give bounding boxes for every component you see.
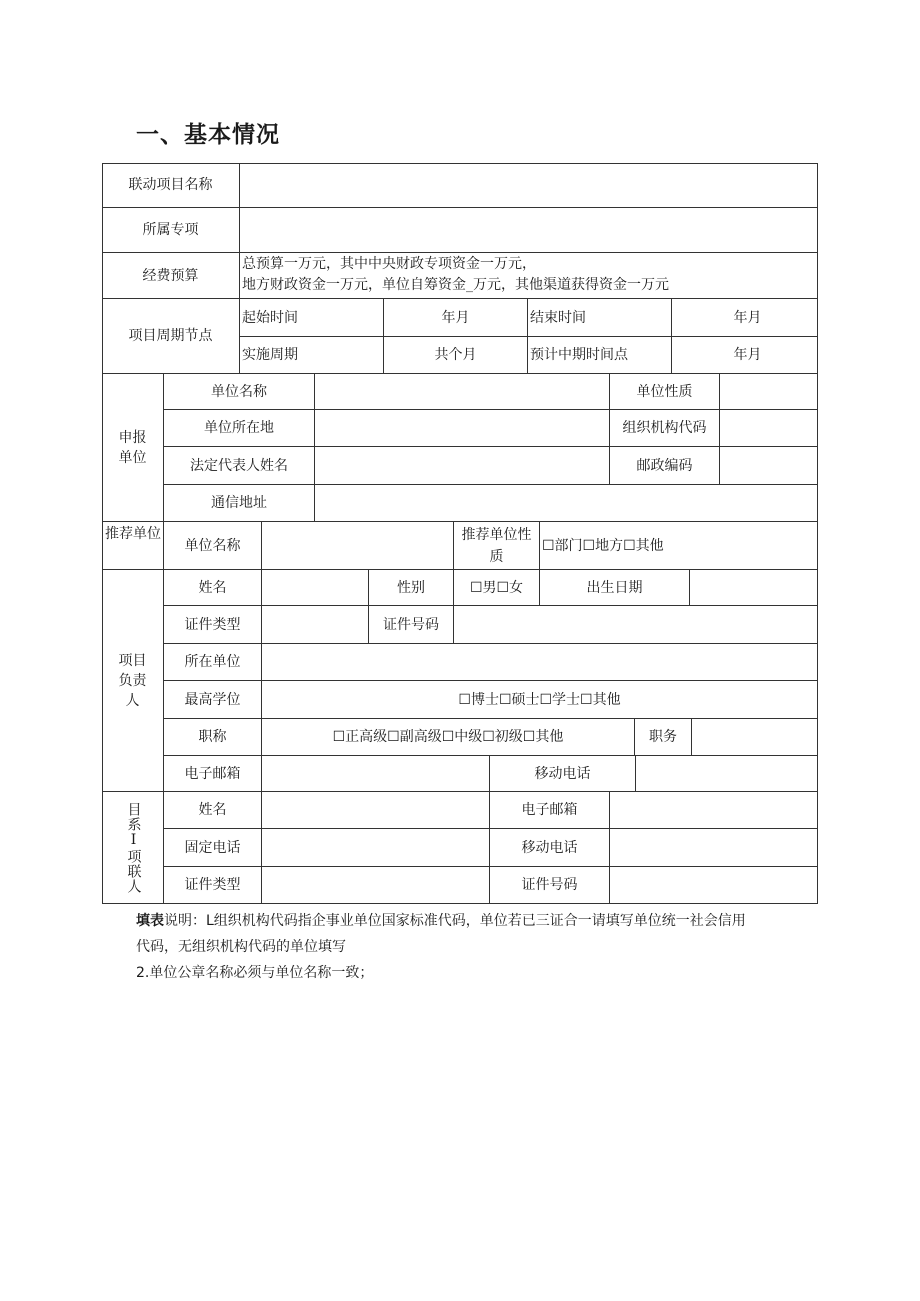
applicant-name-label: 单位名称 — [211, 383, 267, 400]
contact-id-no-field[interactable] — [610, 867, 817, 903]
note-line-1-text: 说明：L组织机构代码指企事业单位国家标准代码，单位若已三证合一请填写单位统一社会信用 — [164, 913, 746, 929]
form-notes — [136, 908, 822, 986]
recommender-name-label: 单位名称 — [184, 537, 241, 554]
address-field[interactable] — [315, 485, 817, 521]
recommender-group-label: 推荐单位 — [105, 526, 161, 542]
recommender-nature-options[interactable]: ☐部门☐地方☐其他 — [542, 537, 664, 554]
contact-group-text: 目系I项联人 — [125, 801, 142, 894]
applicant-location-label: 单位所在地 — [204, 420, 274, 436]
title-options[interactable]: ☐正高级☐副高级☐中级☐初级☐其他 — [332, 729, 564, 745]
leader-email-label: 电子邮箱 — [184, 765, 241, 782]
contact-id-type-field[interactable] — [262, 867, 489, 903]
leader-id-type-field[interactable] — [262, 606, 368, 643]
applicant-group-label: 申报单位 — [118, 429, 147, 466]
birth-date-label: 出生日期 — [586, 579, 643, 596]
title-label: 职称 — [198, 729, 227, 745]
budget-label: 经费预算 — [142, 267, 199, 284]
legal-rep-label: 法定代表人姓名 — [190, 457, 288, 474]
contact-id-type-label: 证件类型 — [184, 877, 241, 893]
contact-name-label: 姓名 — [198, 802, 227, 818]
contact-name-field[interactable] — [262, 792, 489, 828]
leader-email-field[interactable] — [262, 756, 489, 791]
leader-mobile-field[interactable] — [636, 756, 817, 791]
position-label: 职务 — [649, 729, 677, 745]
gender-label: 性别 — [397, 579, 425, 596]
recommender-nature-label: 推荐单位性质 — [461, 526, 532, 565]
leader-name-field[interactable] — [262, 570, 368, 605]
period-label: 项目周期节点 — [128, 328, 213, 344]
budget-line-2: 地方财政资金一万元，单位自筹资金_万元，其他渠道获得资金一万元 — [242, 277, 669, 293]
note-line-2: 代码，无组织机构代码的单位填写 — [136, 939, 346, 955]
applicant-location-field[interactable] — [315, 410, 609, 446]
page-title: 一、基本情况 — [136, 122, 280, 148]
degree-label: 最高学位 — [184, 691, 241, 708]
project-name-label: 联动项目名称 — [128, 177, 213, 193]
duration-label: 实施周期 — [242, 347, 298, 363]
special-item-label: 所属专项 — [142, 222, 199, 238]
leader-unit-label: 所在单位 — [184, 654, 241, 670]
applicant-nature-field[interactable] — [720, 374, 817, 409]
contact-phone-field[interactable] — [262, 829, 489, 866]
contact-email-label: 电子邮箱 — [521, 802, 578, 818]
midterm-label: 预计中期时间点 — [530, 347, 628, 363]
leader-name-label: 姓名 — [198, 579, 227, 596]
contact-id-no-label: 证件号码 — [521, 877, 578, 893]
leader-id-no-field[interactable] — [454, 606, 817, 643]
address-label: 通信地址 — [211, 495, 267, 511]
contact-phone-label: 固定电话 — [184, 839, 241, 856]
degree-options[interactable]: ☐博士☐硕士☐学士☐其他 — [458, 691, 621, 708]
note-prefix: 填表 — [136, 913, 164, 929]
applicant-nature-label: 单位性质 — [636, 383, 693, 400]
postcode-label: 邮政编码 — [636, 457, 693, 474]
contact-mobile-field[interactable] — [610, 829, 817, 866]
special-item-field[interactable] — [240, 208, 817, 252]
duration-value[interactable]: 共个月 — [434, 347, 477, 363]
end-time-label: 结束时间 — [530, 309, 586, 326]
project-name-field[interactable] — [240, 164, 817, 207]
gender-options[interactable]: ☐男☐女 — [469, 579, 524, 596]
applicant-name-field[interactable] — [315, 374, 609, 409]
leader-unit-field[interactable] — [262, 644, 817, 680]
start-time-label: 起始时间 — [242, 309, 298, 326]
end-time-value[interactable]: 年月 — [733, 309, 762, 326]
leader-mobile-label: 移动电话 — [534, 765, 591, 782]
budget-line-1: 总预算一万元，其中中央财政专项资金一万元， — [242, 256, 536, 272]
position-field[interactable] — [692, 719, 817, 755]
birth-date-field[interactable] — [690, 570, 817, 605]
recommender-name-field[interactable] — [262, 522, 453, 569]
leader-id-no-label: 证件号码 — [383, 616, 439, 633]
note-line-1 — [136, 908, 822, 934]
midterm-value[interactable]: 年月 — [733, 347, 762, 363]
leader-id-type-label: 证件类型 — [184, 616, 241, 633]
start-time-value[interactable]: 年月 — [441, 309, 470, 326]
basic-info-form — [102, 163, 818, 904]
leader-group-label: 项目负责人 — [118, 652, 147, 709]
org-code-label: 组织机构代码 — [622, 420, 707, 436]
contact-group-label — [103, 792, 163, 903]
contact-mobile-label: 移动电话 — [521, 839, 578, 856]
note-line-3: 2.单位公章名称必须与单位名称一致； — [136, 965, 374, 981]
legal-rep-field[interactable] — [315, 447, 609, 484]
budget-field[interactable] — [240, 254, 817, 298]
contact-email-field[interactable] — [610, 792, 817, 828]
org-code-field[interactable] — [720, 410, 817, 446]
postcode-field[interactable] — [720, 447, 817, 484]
